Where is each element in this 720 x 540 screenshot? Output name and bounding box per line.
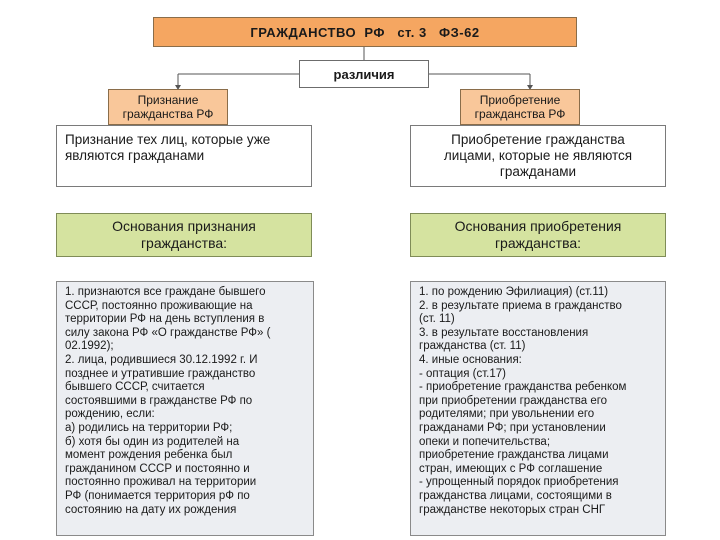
- list-item: момент рождения ребенка был: [65, 449, 233, 462]
- list-item: территории РФ на день вступления в: [65, 313, 265, 326]
- recognition-grounds-list: [56, 281, 314, 536]
- recognition-description-line-1: Признание тех лиц, которые уже: [65, 132, 271, 147]
- recognition-description: [56, 125, 312, 187]
- list-item: РФ (понимается территория рФ по: [65, 489, 250, 502]
- list-item: гражданства лицами, состоящими в: [419, 489, 612, 502]
- list-item: бывшего СССР, считается: [65, 381, 205, 394]
- acquisition-description-line-1: Приобретение гражданства: [451, 132, 625, 147]
- list-item: б) хотя бы один из родителей на: [65, 435, 240, 448]
- list-item: - приобретение гражданства ребенком: [419, 381, 627, 394]
- list-item: а) родились на территории РФ;: [65, 421, 233, 434]
- list-item: состоявшими в гражданстве РФ по: [65, 394, 253, 407]
- list-item: 1. по рождению Эфилиация) (ст.11): [419, 286, 609, 298]
- list-item: 2. лица, родившиеся 30.12.1992 г. И: [65, 353, 258, 366]
- diagram-title-text: ГРАЖДАНСТВО РФ ст. 3 ФЗ-62: [250, 24, 480, 40]
- list-item: рождению, если:: [65, 408, 155, 421]
- list-item: при приобретении гражданства его: [419, 394, 608, 407]
- list-item: гражданином СССР и постоянно и: [65, 462, 250, 475]
- list-item: гражданства (ст. 11): [419, 340, 526, 353]
- acquisition-tag-line-1: Приобретение: [479, 93, 561, 107]
- recognition-basis-line-2: гражданства:: [140, 235, 228, 251]
- list-item: гражданами РФ; при установлении: [419, 421, 606, 434]
- list-item: опеки и попечительства;: [419, 435, 551, 448]
- acquisition-tag: [460, 89, 580, 125]
- acquisition-tag-line-2: гражданства РФ: [474, 107, 566, 121]
- recognition-basis-line-1: Основания признания: [112, 218, 256, 234]
- list-item: гражданстве некоторых стран СНГ: [419, 503, 606, 516]
- list-item: - упрощенный порядок приобретения: [419, 476, 619, 489]
- list-item: 4. иные основания:: [419, 353, 522, 366]
- list-item: 1. признаются все граждане бывшего: [65, 286, 266, 298]
- recognition-tag: [108, 89, 228, 125]
- list-item: 3. в результате восстановления: [419, 326, 589, 339]
- list-item: 02.1992);: [65, 340, 114, 353]
- acquisition-basis-header: [410, 213, 666, 257]
- list-item: - оптация (ст.17): [419, 367, 507, 380]
- differences-label: различия: [333, 66, 395, 82]
- recognition-description-line-2: являются гражданами: [65, 148, 205, 163]
- list-item: (ст. 11): [419, 313, 455, 326]
- list-item: позднее и утратившие гражданство: [65, 367, 256, 380]
- list-item: состоянию на дату их рождения: [65, 503, 237, 516]
- list-item: силу закона РФ «О гражданстве РФ» (: [65, 326, 271, 339]
- recognition-basis-header: [56, 213, 312, 257]
- recognition-tag-line-1: Признание: [137, 93, 199, 107]
- acquisition-basis-line-1: Основания приобретения: [454, 218, 622, 234]
- list-item: приобретение гражданства лицами: [419, 449, 609, 462]
- acquisition-description-line-2: лицами, которые не являются: [443, 148, 633, 163]
- list-item: СССР, постоянно проживающие на: [65, 299, 253, 312]
- diagram-title: [153, 17, 577, 47]
- list-item: постоянно проживал на территории: [65, 476, 257, 489]
- acquisition-basis-line-2: гражданства:: [494, 235, 582, 251]
- list-item: 2. в результате приема в гражданство: [419, 299, 622, 312]
- list-item: родителями; при увольнении его: [419, 408, 595, 421]
- acquisition-description: [410, 125, 666, 187]
- acquisition-description-line-3: гражданами: [499, 164, 577, 179]
- recognition-tag-line-2: гражданства РФ: [122, 107, 214, 121]
- acquisition-grounds-list: [410, 281, 666, 536]
- differences-box: [299, 60, 429, 88]
- list-item: стран, имеющих с РФ соглашение: [419, 462, 603, 475]
